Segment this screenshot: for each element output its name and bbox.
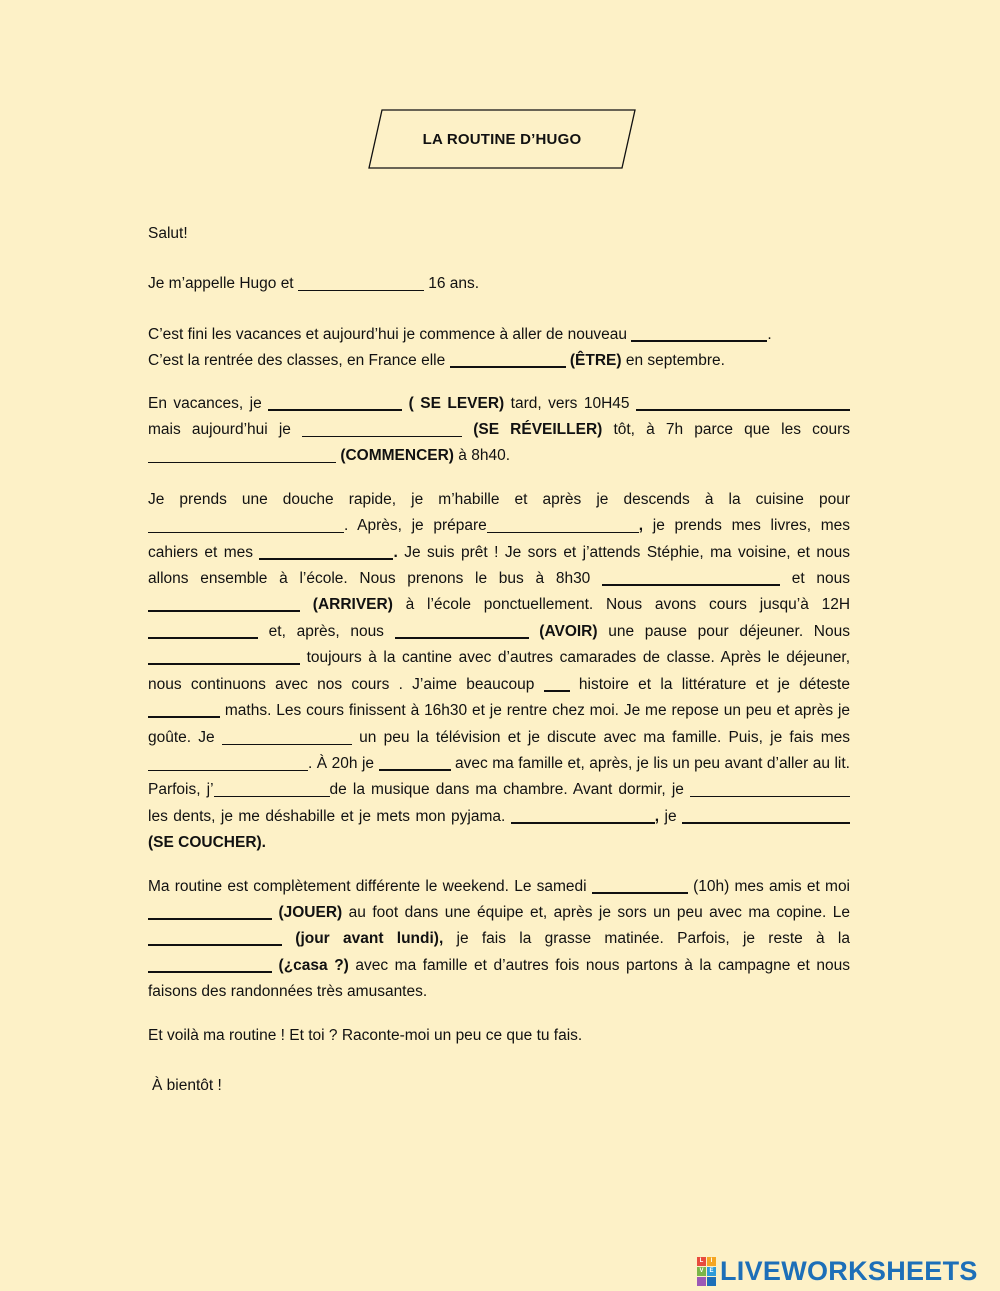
blank-input[interactable] — [690, 781, 850, 797]
verb-hint: ( SE LEVER) — [408, 394, 505, 412]
closing: À bientôt ! — [152, 1076, 222, 1094]
paragraph-intro: Je m’appelle Hugo et 16 ans. — [148, 275, 480, 293]
paragraph-conclusion: Et voilà ma routine ! Et toi ? Raconte-moi un peu ce que tu fais. — [148, 1026, 583, 1044]
greeting: Salut! — [148, 225, 188, 242]
logo-blocks-icon: L I V E — [697, 1257, 716, 1286]
paragraph-weekend: Ma routine est complètement différente le weekend. Le samedi (10h) mes amis et moi (JOUER) au foot dans une équipe et, après je sors un peu avec ma copine. Le (jour avant lundi), je fais la grasse matinée. Parfois, je reste à la (¿casa ?) avec ma famille et d’autres fois nous partons à la campagne et nous faisons des randonnées très amusantes. — [148, 877, 851, 1001]
blank-input[interactable] — [602, 569, 780, 586]
title-box — [368, 109, 636, 169]
blank-input[interactable] — [636, 394, 850, 411]
page-title: LA ROUTINE D’HUGO — [422, 130, 582, 148]
blank-input[interactable] — [148, 648, 300, 665]
verb-hint: (AVOIR) — [539, 622, 598, 640]
blank-input[interactable] — [450, 351, 566, 368]
blank-input[interactable] — [379, 754, 451, 771]
verb-hint: (JOUER) — [278, 903, 343, 921]
blank-input[interactable] — [214, 781, 330, 797]
blank-input[interactable] — [511, 807, 655, 824]
verb-hint: (jour avant lundi), — [295, 930, 444, 948]
liveworksheets-logo — [697, 1256, 978, 1286]
blank-input[interactable] — [259, 543, 393, 560]
blank-input[interactable] — [302, 421, 462, 437]
blank-input[interactable] — [268, 394, 402, 411]
paragraph-vacances: En vacances, je ( SE LEVER) tard, vers 10H45 mais aujourd’hui je (SE RÉVEILLER) tôt, à 7h parce que les cours (COMMENCER) à 8h40. — [148, 394, 851, 465]
verb-hint: (ÊTRE) — [569, 352, 622, 370]
verb-hint: (¿casa ?) — [278, 956, 349, 974]
blank-input[interactable] — [148, 929, 282, 946]
blank-input[interactable] — [592, 877, 688, 894]
blank-input[interactable] — [148, 517, 344, 533]
blank-input[interactable] — [631, 325, 767, 342]
blank-input[interactable] — [148, 595, 300, 612]
blank-input[interactable] — [148, 447, 336, 463]
letter-body — [148, 221, 850, 1099]
paragraph-rentree: C’est fini les vacances et aujourd’hui je commence à aller de nouveau . C’est la rentrée des classes, en France elle (ÊTRE) en septembre. — [148, 325, 772, 370]
blank-input[interactable] — [487, 517, 639, 533]
logo-text: LIVEWORKSHEETS — [720, 1255, 978, 1286]
blank-input[interactable] — [148, 701, 220, 718]
blank-input[interactable] — [148, 903, 272, 920]
blank-input[interactable] — [148, 755, 308, 771]
blank-input[interactable] — [395, 622, 529, 639]
verb-hint: (SE RÉVEILLER) — [473, 421, 603, 439]
verb-hint: (ARRIVER) — [312, 596, 393, 614]
blank-input[interactable] — [148, 956, 272, 973]
verb-hint: (SE COUCHER). — [148, 834, 266, 852]
blank-input[interactable] — [544, 675, 570, 692]
blank-input[interactable] — [298, 275, 424, 291]
blank-input[interactable] — [682, 807, 850, 824]
verb-hint: (COMMENCER) — [340, 447, 454, 465]
blank-input[interactable] — [148, 622, 258, 639]
blank-input[interactable] — [222, 729, 352, 745]
paragraph-routine: Je prends une douche rapide, je m’habille et après je descends à la cuisine pour . Après, je prépare , je prends mes livres, mes cahiers et mes . Je suis prêt ! Je sors et j’attends Stéphie, ma voisine, et nous allons ensemble à l’école. Nous prenons le bus à 8h30 et nous (ARRIVER) à l’école ponctuellement. Nous avons cours jusqu’à 12H et, après, nous (AVOIR) une pause pour déjeuner. Nous toujours à la cantine avec d’autres camarades de classe. Après le déjeuner, nous continuons avec nos cours . J’aime beaucoup histoire et la littérature et je déteste maths. Les cours finissent à 16h30 et je rentre chez moi. Je me repose un peu et après je goûte. Je un peu la télévision et je discute avec ma famille. Puis, je fais mes . À 20h je avec ma famille et, après, je lis un peu avant d’aller au lit. Parfois, j’ de la musique dans ma chambre. Avant dormir, je les dents, je me déshabille et je mets mon pyjama. , je (SE COUCHER). — [148, 490, 851, 852]
